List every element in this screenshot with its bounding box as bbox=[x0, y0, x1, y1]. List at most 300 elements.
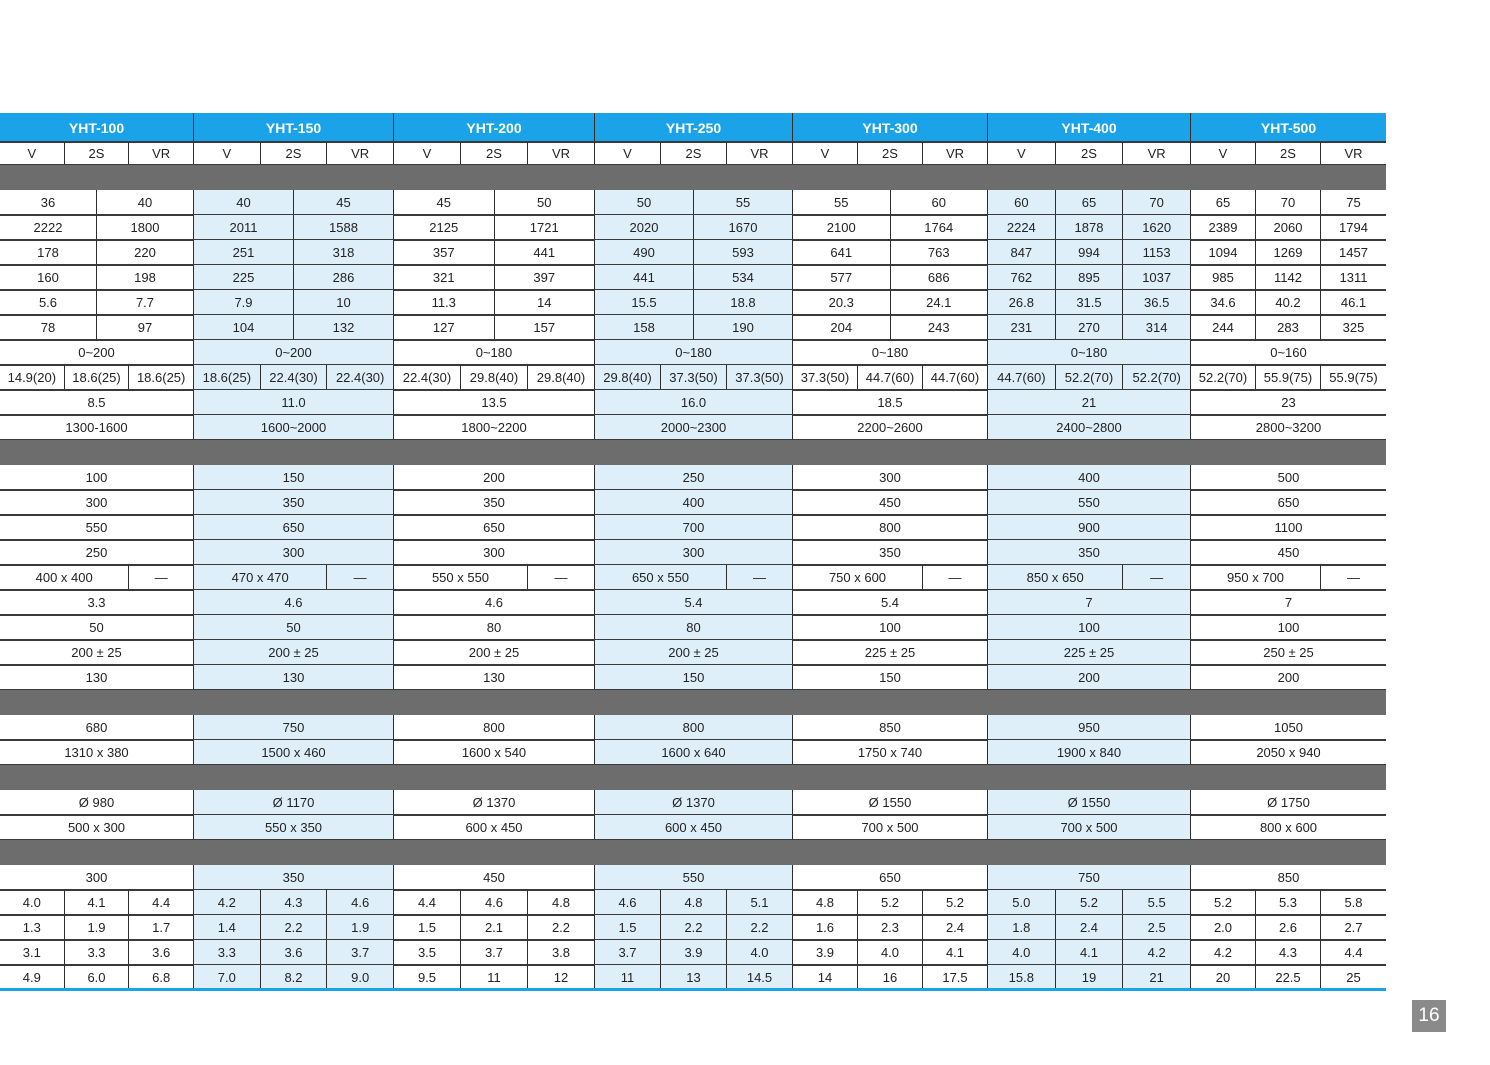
table-cell: 800 x 600 bbox=[1259, 820, 1318, 835]
table-cell: 550 bbox=[595, 865, 793, 890]
table-cell: 1.4 bbox=[194, 915, 261, 940]
table-cell: 6.0 bbox=[65, 965, 130, 990]
table-cell: 1794 bbox=[1339, 220, 1368, 235]
table-cell: 450 bbox=[1277, 545, 1300, 560]
model-header: YHT-100 bbox=[0, 113, 194, 142]
table-cell: 130 bbox=[0, 665, 194, 690]
table-cell: 700 bbox=[595, 515, 793, 540]
table-cell: 762 bbox=[988, 265, 1056, 290]
table-cell: 52.2(70) bbox=[1123, 365, 1191, 390]
table-cell: 18.6(25) bbox=[129, 365, 194, 390]
table-cell: 1764 bbox=[891, 215, 989, 240]
table-cell: 400 bbox=[595, 490, 793, 515]
table-cell: 895 bbox=[1056, 265, 1124, 290]
table-cell: 11 bbox=[595, 965, 661, 990]
table-cell: 4.4 bbox=[129, 890, 194, 915]
table-cell: 650 bbox=[793, 865, 988, 890]
table-cell: 4.1 bbox=[923, 940, 988, 965]
table-cell: 0~180 bbox=[595, 340, 793, 365]
table-cell: 2.2 bbox=[261, 915, 328, 940]
table-cell: — bbox=[327, 565, 394, 590]
table-cell: 37.3(50) bbox=[793, 365, 858, 390]
table-cell: 5.3 bbox=[1256, 890, 1321, 915]
table-cell: 450 bbox=[793, 490, 988, 515]
table-cell: 250 bbox=[0, 540, 194, 565]
table-cell: 75 bbox=[1346, 195, 1361, 210]
table-cell: 550 x 550 bbox=[394, 565, 528, 590]
table-cell: 1.5 bbox=[394, 915, 461, 940]
table-cell: 750 x 600 bbox=[793, 565, 923, 590]
table-cell: 600 x 450 bbox=[394, 815, 595, 840]
table-cell: 8.5 bbox=[0, 390, 194, 415]
table-cell: 100 bbox=[988, 615, 1191, 640]
table-cell: 1269 bbox=[1256, 240, 1321, 265]
column-subheader: VR bbox=[327, 142, 394, 165]
table-cell: 641 bbox=[793, 240, 891, 265]
table-cell: 4.6 bbox=[595, 890, 661, 915]
table-cell: 55 bbox=[793, 190, 891, 215]
table-cell: 200 bbox=[1277, 670, 1300, 685]
table-cell: 190 bbox=[694, 315, 793, 340]
table-cell: 200 ± 25 bbox=[394, 640, 595, 665]
table-cell: 1050 bbox=[1274, 720, 1303, 735]
table-cell: 40 bbox=[97, 190, 194, 215]
table-cell: 490 bbox=[595, 240, 694, 265]
table-cell: 220 bbox=[97, 240, 194, 265]
table-cell: 20.3 bbox=[793, 290, 891, 315]
table-cell: 16.0 bbox=[595, 390, 793, 415]
table-cell: 22.5 bbox=[1256, 965, 1321, 990]
table-cell: 158 bbox=[595, 315, 694, 340]
table-cell: 2011 bbox=[194, 215, 294, 240]
column-subheader: V bbox=[0, 142, 65, 165]
table-cell: 5.2 bbox=[1056, 890, 1124, 915]
column-subheader: V bbox=[595, 142, 661, 165]
table-cell: 50 bbox=[495, 190, 596, 215]
table-cell: 1721 bbox=[495, 215, 596, 240]
table-cell: 8.2 bbox=[261, 965, 328, 990]
table-cell: 1100 bbox=[1274, 520, 1303, 535]
table-cell: 70 bbox=[1123, 190, 1191, 215]
table-cell: 55.9(75) bbox=[1256, 365, 1321, 390]
table-cell: 52.2(70) bbox=[1191, 365, 1256, 390]
table-cell: 130 bbox=[394, 665, 595, 690]
table-cell: 550 bbox=[0, 515, 194, 540]
table-cell: 1457 bbox=[1339, 245, 1368, 260]
table-cell: 7 bbox=[988, 590, 1191, 615]
table-cell: 18.6(25) bbox=[194, 365, 261, 390]
table-cell: 200 ± 25 bbox=[595, 640, 793, 665]
table-cell: 350 bbox=[394, 490, 595, 515]
table-cell: 15.8 bbox=[988, 965, 1056, 990]
table-cell: 2.6 bbox=[1256, 915, 1321, 940]
table-cell: 14.9(20) bbox=[0, 365, 65, 390]
table-cell: 350 bbox=[194, 490, 394, 515]
table-cell: 650 bbox=[194, 515, 394, 540]
table-cell: 250 bbox=[595, 465, 793, 490]
table-cell: 2200~2600 bbox=[793, 415, 988, 440]
table-cell: 847 bbox=[988, 240, 1056, 265]
table-cell: 200 bbox=[394, 465, 595, 490]
table-cell: 3.8 bbox=[528, 940, 595, 965]
table-cell: 204 bbox=[793, 315, 891, 340]
table-cell: 550 bbox=[988, 490, 1191, 515]
table-cell: 50 bbox=[0, 615, 194, 640]
table-cell: 45 bbox=[294, 190, 394, 215]
table-cell: 231 bbox=[988, 315, 1056, 340]
table-cell: 300 bbox=[0, 490, 194, 515]
table-cell: 1600 x 540 bbox=[394, 740, 595, 765]
table-cell: 686 bbox=[891, 265, 989, 290]
column-subheader: VR bbox=[129, 142, 194, 165]
table-cell: 441 bbox=[495, 240, 596, 265]
table-cell: 1300-1600 bbox=[0, 415, 194, 440]
table-cell: 4.2 bbox=[194, 890, 261, 915]
table-cell: 18.6(25) bbox=[65, 365, 130, 390]
table-cell: 1750 x 740 bbox=[793, 740, 988, 765]
table-cell: 4.3 bbox=[1256, 940, 1321, 965]
table-cell: 2.1 bbox=[461, 915, 528, 940]
table-cell: Ø 1750 bbox=[1267, 795, 1310, 810]
table-cell: 3.3 bbox=[194, 940, 261, 965]
table-cell: 178 bbox=[0, 240, 97, 265]
table-cell: 15.5 bbox=[595, 290, 694, 315]
section-divider bbox=[0, 165, 1386, 190]
table-cell: 37.3(50) bbox=[661, 365, 727, 390]
table-cell: 3.6 bbox=[261, 940, 328, 965]
column-subheader: 2S bbox=[1056, 142, 1124, 165]
table-cell: 2.2 bbox=[661, 915, 727, 940]
table-cell: 1670 bbox=[694, 215, 793, 240]
table-cell: 150 bbox=[194, 465, 394, 490]
table-cell: 325 bbox=[1342, 320, 1365, 335]
table-cell: 1.7 bbox=[129, 915, 194, 940]
table-cell: 441 bbox=[595, 265, 694, 290]
table-cell: 5.8 bbox=[1344, 895, 1363, 910]
table-cell: 2060 bbox=[1256, 215, 1321, 240]
table-cell: 5.1 bbox=[727, 890, 793, 915]
table-cell: 132 bbox=[294, 315, 394, 340]
column-subheader: VR bbox=[528, 142, 595, 165]
column-subheader: 2S bbox=[661, 142, 727, 165]
table-cell: 3.7 bbox=[327, 940, 394, 965]
column-subheader: 2S bbox=[1256, 142, 1321, 165]
table-cell: Ø 1370 bbox=[595, 790, 793, 815]
table-cell: 2100 bbox=[793, 215, 891, 240]
table-cell: 4.8 bbox=[793, 890, 858, 915]
table-cell: 31.5 bbox=[1056, 290, 1124, 315]
table-cell: 17.5 bbox=[923, 965, 988, 990]
model-header: YHT-250 bbox=[595, 113, 793, 142]
table-cell: 10 bbox=[294, 290, 394, 315]
table-cell: 850 bbox=[793, 715, 988, 740]
table-cell: 2400~2800 bbox=[988, 415, 1191, 440]
table-cell: 314 bbox=[1123, 315, 1191, 340]
table-cell: Ø 1550 bbox=[793, 790, 988, 815]
table-cell: 534 bbox=[694, 265, 793, 290]
table-cell: 46.1 bbox=[1340, 295, 1367, 310]
table-cell: 1500 x 460 bbox=[194, 740, 394, 765]
table-cell: 680 bbox=[0, 715, 194, 740]
table-cell: 0~180 bbox=[394, 340, 595, 365]
section-divider bbox=[0, 690, 1386, 715]
column-subheader: VR bbox=[727, 142, 793, 165]
table-cell: 4.0 bbox=[858, 940, 923, 965]
table-cell: 5.2 bbox=[1191, 890, 1256, 915]
table-cell: 26.8 bbox=[988, 290, 1056, 315]
table-cell: 250 ± 25 bbox=[1263, 645, 1314, 660]
table-cell: 1800 bbox=[97, 215, 194, 240]
table-cell: 80 bbox=[394, 615, 595, 640]
table-cell: 0~200 bbox=[0, 340, 194, 365]
column-subheader: 2S bbox=[461, 142, 528, 165]
table-cell: 60 bbox=[988, 190, 1056, 215]
table-cell: 300 bbox=[0, 865, 194, 890]
table-cell: 18.8 bbox=[694, 290, 793, 315]
column-subheader: V bbox=[194, 142, 261, 165]
table-cell: 2.2 bbox=[727, 915, 793, 940]
table-cell: 300 bbox=[394, 540, 595, 565]
table-cell: 0~160 bbox=[1270, 345, 1307, 360]
table-cell: 78 bbox=[0, 315, 97, 340]
table-cell: 225 ± 25 bbox=[988, 640, 1191, 665]
table-cell: 5.2 bbox=[858, 890, 923, 915]
table-cell: 29.8(40) bbox=[595, 365, 661, 390]
table-cell: 1.8 bbox=[988, 915, 1056, 940]
table-cell: 5.2 bbox=[923, 890, 988, 915]
table-cell: 40 bbox=[194, 190, 294, 215]
table-cell: 16 bbox=[858, 965, 923, 990]
table-cell: 1310 x 380 bbox=[0, 740, 194, 765]
table-cell: 1.9 bbox=[65, 915, 130, 940]
table-cell: 1.5 bbox=[595, 915, 661, 940]
table-cell: 65 bbox=[1191, 190, 1256, 215]
table-cell: 22.4(30) bbox=[261, 365, 328, 390]
table-cell: 3.7 bbox=[595, 940, 661, 965]
table-cell: 65 bbox=[1056, 190, 1124, 215]
table-cell: 4.0 bbox=[0, 890, 65, 915]
table-cell: — bbox=[1123, 565, 1191, 590]
table-cell: 300 bbox=[194, 540, 394, 565]
table-cell: 4.2 bbox=[1191, 940, 1256, 965]
table-cell: 23 bbox=[1281, 395, 1296, 410]
table-cell: 763 bbox=[891, 240, 989, 265]
table-cell: 2125 bbox=[394, 215, 495, 240]
table-cell: 150 bbox=[793, 665, 988, 690]
table-cell: 0~200 bbox=[194, 340, 394, 365]
table-cell: 286 bbox=[294, 265, 394, 290]
table-cell: 44.7(60) bbox=[988, 365, 1056, 390]
table-cell: 4.8 bbox=[661, 890, 727, 915]
model-header: YHT-300 bbox=[793, 113, 988, 142]
table-cell: 397 bbox=[495, 265, 596, 290]
table-cell: 55.9(75) bbox=[1329, 370, 1378, 385]
table-cell: 200 bbox=[988, 665, 1191, 690]
table-cell: 7.9 bbox=[194, 290, 294, 315]
table-cell: 4.6 bbox=[327, 890, 394, 915]
table-cell: 550 x 350 bbox=[194, 815, 394, 840]
table-cell: 11 bbox=[461, 965, 528, 990]
table-cell: 5.4 bbox=[595, 590, 793, 615]
table-cell: 5.0 bbox=[988, 890, 1056, 915]
table-cell: 1620 bbox=[1123, 215, 1191, 240]
table-cell: 3.1 bbox=[0, 940, 65, 965]
table-cell: 4.0 bbox=[988, 940, 1056, 965]
column-subheader: VR bbox=[923, 142, 988, 165]
table-cell: 500 bbox=[1277, 470, 1300, 485]
table-cell: 100 bbox=[1277, 620, 1300, 635]
table-cell: 2.7 bbox=[1344, 920, 1363, 935]
table-cell: — bbox=[923, 565, 988, 590]
table-cell: 6.8 bbox=[129, 965, 194, 990]
table-cell: 1.3 bbox=[0, 915, 65, 940]
column-subheader: VR bbox=[1123, 142, 1191, 165]
table-cell: 13.5 bbox=[394, 390, 595, 415]
table-cell: 243 bbox=[891, 315, 989, 340]
table-cell: 127 bbox=[394, 315, 495, 340]
table-cell: 2.4 bbox=[923, 915, 988, 940]
table-cell: 21 bbox=[988, 390, 1191, 415]
table-cell: 283 bbox=[1256, 315, 1321, 340]
table-cell: 21 bbox=[1123, 965, 1191, 990]
table-cell: 14 bbox=[495, 290, 596, 315]
table-cell: 1600 x 640 bbox=[595, 740, 793, 765]
table-cell: 2.5 bbox=[1123, 915, 1191, 940]
table-cell: 244 bbox=[1191, 315, 1256, 340]
table-cell: 400 bbox=[988, 465, 1191, 490]
table-cell: 9.5 bbox=[394, 965, 461, 990]
table-cell: 450 bbox=[394, 865, 595, 890]
table-cell: 251 bbox=[194, 240, 294, 265]
table-cell: 2.0 bbox=[1191, 915, 1256, 940]
table-cell: 500 x 300 bbox=[0, 815, 194, 840]
table-cell: 350 bbox=[793, 540, 988, 565]
table-cell: 650 x 550 bbox=[595, 565, 727, 590]
table-cell: 577 bbox=[793, 265, 891, 290]
table-cell: 800 bbox=[793, 515, 988, 540]
column-subheader: V bbox=[793, 142, 858, 165]
table-cell: 24.1 bbox=[891, 290, 989, 315]
table-cell: 37.3(50) bbox=[727, 365, 793, 390]
table-cell: 70 bbox=[1256, 190, 1321, 215]
model-header: YHT-400 bbox=[988, 113, 1191, 142]
table-cell: 300 bbox=[595, 540, 793, 565]
table-cell: 850 bbox=[1277, 870, 1300, 885]
table-cell: 1311 bbox=[1339, 270, 1368, 285]
table-cell: 4.1 bbox=[1056, 940, 1124, 965]
table-cell: 22.4(30) bbox=[394, 365, 461, 390]
table-cell: 1878 bbox=[1056, 215, 1124, 240]
table-cell: 50 bbox=[595, 190, 694, 215]
table-cell: 14.5 bbox=[727, 965, 793, 990]
table-cell: 130 bbox=[194, 665, 394, 690]
table-cell: 11.3 bbox=[394, 290, 495, 315]
table-cell: 4.4 bbox=[1344, 945, 1363, 960]
table-cell: 800 bbox=[595, 715, 793, 740]
table-cell: 4.9 bbox=[0, 965, 65, 990]
table-cell: Ø 1370 bbox=[394, 790, 595, 815]
table-cell: 1800~2200 bbox=[394, 415, 595, 440]
section-divider bbox=[0, 840, 1386, 865]
section-divider bbox=[0, 440, 1386, 465]
table-cell: 36 bbox=[0, 190, 97, 215]
column-subheader: V bbox=[988, 142, 1056, 165]
table-cell: 20 bbox=[1191, 965, 1256, 990]
table-cell: 225 bbox=[194, 265, 294, 290]
table-cell: 2050 x 940 bbox=[1256, 745, 1321, 760]
table-cell: 44.7(60) bbox=[923, 365, 988, 390]
table-cell: 5.5 bbox=[1123, 890, 1191, 915]
table-cell: 157 bbox=[495, 315, 596, 340]
table-cell: 593 bbox=[694, 240, 793, 265]
table-cell: 350 bbox=[194, 865, 394, 890]
table-cell: 14 bbox=[793, 965, 858, 990]
table-cell: 0~180 bbox=[988, 340, 1191, 365]
table-cell: 4.0 bbox=[727, 940, 793, 965]
section-divider bbox=[0, 765, 1386, 790]
table-cell: 994 bbox=[1056, 240, 1124, 265]
table-cell: 1.9 bbox=[327, 915, 394, 940]
table-cell: — bbox=[1347, 570, 1360, 585]
table-cell: 1153 bbox=[1123, 240, 1191, 265]
table-cell: 1.6 bbox=[793, 915, 858, 940]
table-cell: 700 x 500 bbox=[988, 815, 1191, 840]
table-cell: 3.3 bbox=[65, 940, 130, 965]
table-cell: 700 x 500 bbox=[793, 815, 988, 840]
table-cell: 225 ± 25 bbox=[793, 640, 988, 665]
table-cell: 2.3 bbox=[858, 915, 923, 940]
table-cell: 29.8(40) bbox=[461, 365, 528, 390]
table-cell: 150 bbox=[595, 665, 793, 690]
table-cell: 750 bbox=[194, 715, 394, 740]
table-cell: — bbox=[129, 565, 194, 590]
table-cell: 4.3 bbox=[261, 890, 328, 915]
table-cell: 950 bbox=[988, 715, 1191, 740]
table-cell: 34.6 bbox=[1191, 290, 1256, 315]
table-cell: 3.7 bbox=[461, 940, 528, 965]
table-cell: 357 bbox=[394, 240, 495, 265]
table-cell: 4.4 bbox=[394, 890, 461, 915]
model-header: YHT-200 bbox=[394, 113, 595, 142]
table-cell: 200 ± 25 bbox=[194, 640, 394, 665]
table-cell: 7.0 bbox=[194, 965, 261, 990]
table-cell: 1588 bbox=[294, 215, 394, 240]
table-cell: 2020 bbox=[595, 215, 694, 240]
table-cell: 300 bbox=[793, 465, 988, 490]
table-cell: 36.5 bbox=[1123, 290, 1191, 315]
table-cell: 3.6 bbox=[129, 940, 194, 965]
table-cell: 9.0 bbox=[327, 965, 394, 990]
table-cell: 7 bbox=[1284, 595, 1293, 610]
table-cell: 2224 bbox=[988, 215, 1056, 240]
table-cell: 100 bbox=[793, 615, 988, 640]
table-cell: 200 ± 25 bbox=[0, 640, 194, 665]
table-cell: 400 x 400 bbox=[0, 565, 129, 590]
table-cell: 50 bbox=[194, 615, 394, 640]
table-cell: 4.2 bbox=[1123, 940, 1191, 965]
table-cell: 40.2 bbox=[1256, 290, 1321, 315]
table-cell: 52.2(70) bbox=[1056, 365, 1124, 390]
column-subheader: V bbox=[1191, 142, 1256, 165]
table-cell: 29.8(40) bbox=[528, 365, 595, 390]
table-cell: Ø 1170 bbox=[194, 790, 394, 815]
table-cell: 0~180 bbox=[793, 340, 988, 365]
table-cell: 650 bbox=[1277, 495, 1300, 510]
table-cell: 1094 bbox=[1191, 240, 1256, 265]
table-cell: 1600~2000 bbox=[194, 415, 394, 440]
table-cell: Ø 1550 bbox=[988, 790, 1191, 815]
table-cell: 3.3 bbox=[0, 590, 194, 615]
